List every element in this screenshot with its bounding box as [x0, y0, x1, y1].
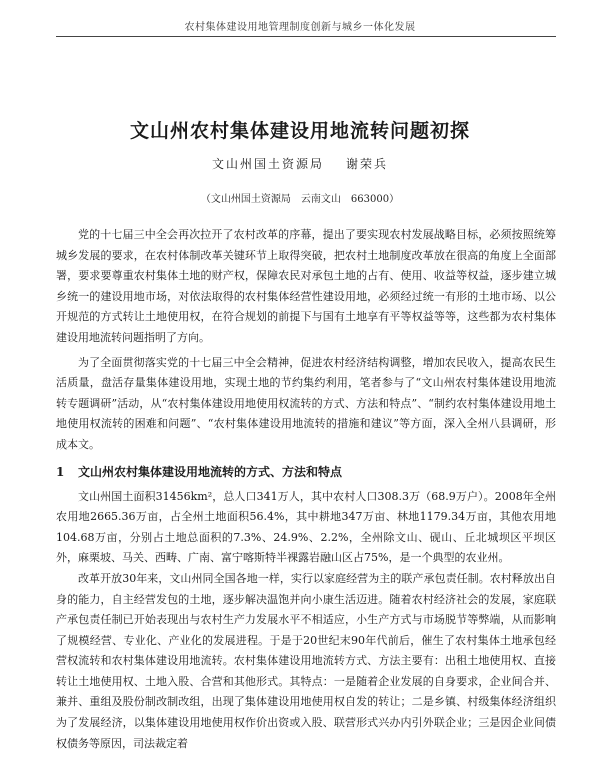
author-name: 谢荣兵 — [346, 157, 389, 171]
article-title: 文山州农村集体建设用地流转问题初探 — [129, 120, 470, 142]
header-rule — [56, 36, 556, 37]
section-heading — [56, 462, 556, 482]
author-line — [0, 155, 600, 172]
section-paragraph-1: 文山州国土面积31456km²，总人口341万人，其中农村人口308.3万（68.9万户）。2008年全州农用地2665.36万亩，占全州土地面积56.4%，其中耕地347万亩、林地1179.34万亩，其他农用地104.68万亩，分别占土地总面积的7.3%、24.9%、2.2%，全州除文山、砚山、丘北城坝区平坝区外，麻栗坡、马关、西畴、广南、富宁喀斯特半裸露岩融山区占75%，是一个典型的农业州。 — [56, 489, 556, 565]
author-affiliation: （文山州国土资源局 云南文山 663000） — [200, 194, 400, 205]
intro-paragraph-1: 党的十七届三中全会再次拉开了农村改革的序幕，提出了要实现农村发展战略目标，必须按照统筹城乡发展的要求，在农村体制改革关键环节上取得突破，把农村土地制度改革放在很高的角度上全面部署，要求要尊重农村集体土地的财产权，保障农民对承包土地的占有、使用、收益等权益，逐步建立城乡统一的建设用地市场，对依法取得的农村集体经营性建设用地，必须经过统一有形的土地市场、以公开规范的方式转让土地使用权，在符合规划的前提下与国有土地享有平等权益等等，这些都为农村集体建设用地流转问题指明了方向。 — [56, 228, 556, 344]
article-body — [56, 225, 556, 754]
author-organization: 文山州国土资源局 — [211, 157, 324, 171]
section-paragraph-2: 改革开放30年来，文山州同全国各地一样，实行以家庭经营为主的联产承包责任制。农村释放出自身的能力，自主经营发包的土地，逐步解决温饱并向小康生活迈进。随着农村经济社会的发展，家庭联产承包责任制已开始表现出与农村生产力发展水平不相适应，小生产方式与市场脱节等弊端，从而影响了规模经营、专业化、产业化的发展进程。于是于20世纪末90年代前后，催生了农村集体土地承包经营权流转和农村集体建设用地流转。农村集体建设用地流转方式、方法主要有：出租土地使用权、直接转让土地使用权、土地入股、合营和其他形式。其特点：一是随着企业发展的自身要求，企业间合并、兼并、重组及股份制改制改组，出现了集体建设用地使用权自发的转让；二是乡镇、村级集体经济组织为了发展经济，以集体建设用地使用权作价出资或入股、联营形式兴办内引外联企业；三是因企业间债权债务等原因，司法裁定着 — [56, 571, 556, 750]
running-header: 农村集体建设用地管理制度创新与城乡一体化发展 — [184, 22, 416, 33]
section-number: 1 — [56, 464, 65, 479]
section-title: 文山州农村集体建设用地流转的方式、方法和特点 — [78, 464, 343, 479]
intro-paragraph-2: 为了全面贯彻落实党的十七届三中全会精神，促进农村经济结构调整，增加农民收入，提高农民生活质量，盘活存量集体建设用地，实现土地的节约集约利用，笔者参与了“文山州农村集体建设用地流转专题调研”活动，从“农村集体建设用地使用权流转的方式、方法和特点”、“制约农村集体建设用地土地使用权流转的困难和问题”、“农村集体建设用地流转的措施和建议”等方面，深入全州八县调研，形成本文。 — [56, 355, 556, 451]
